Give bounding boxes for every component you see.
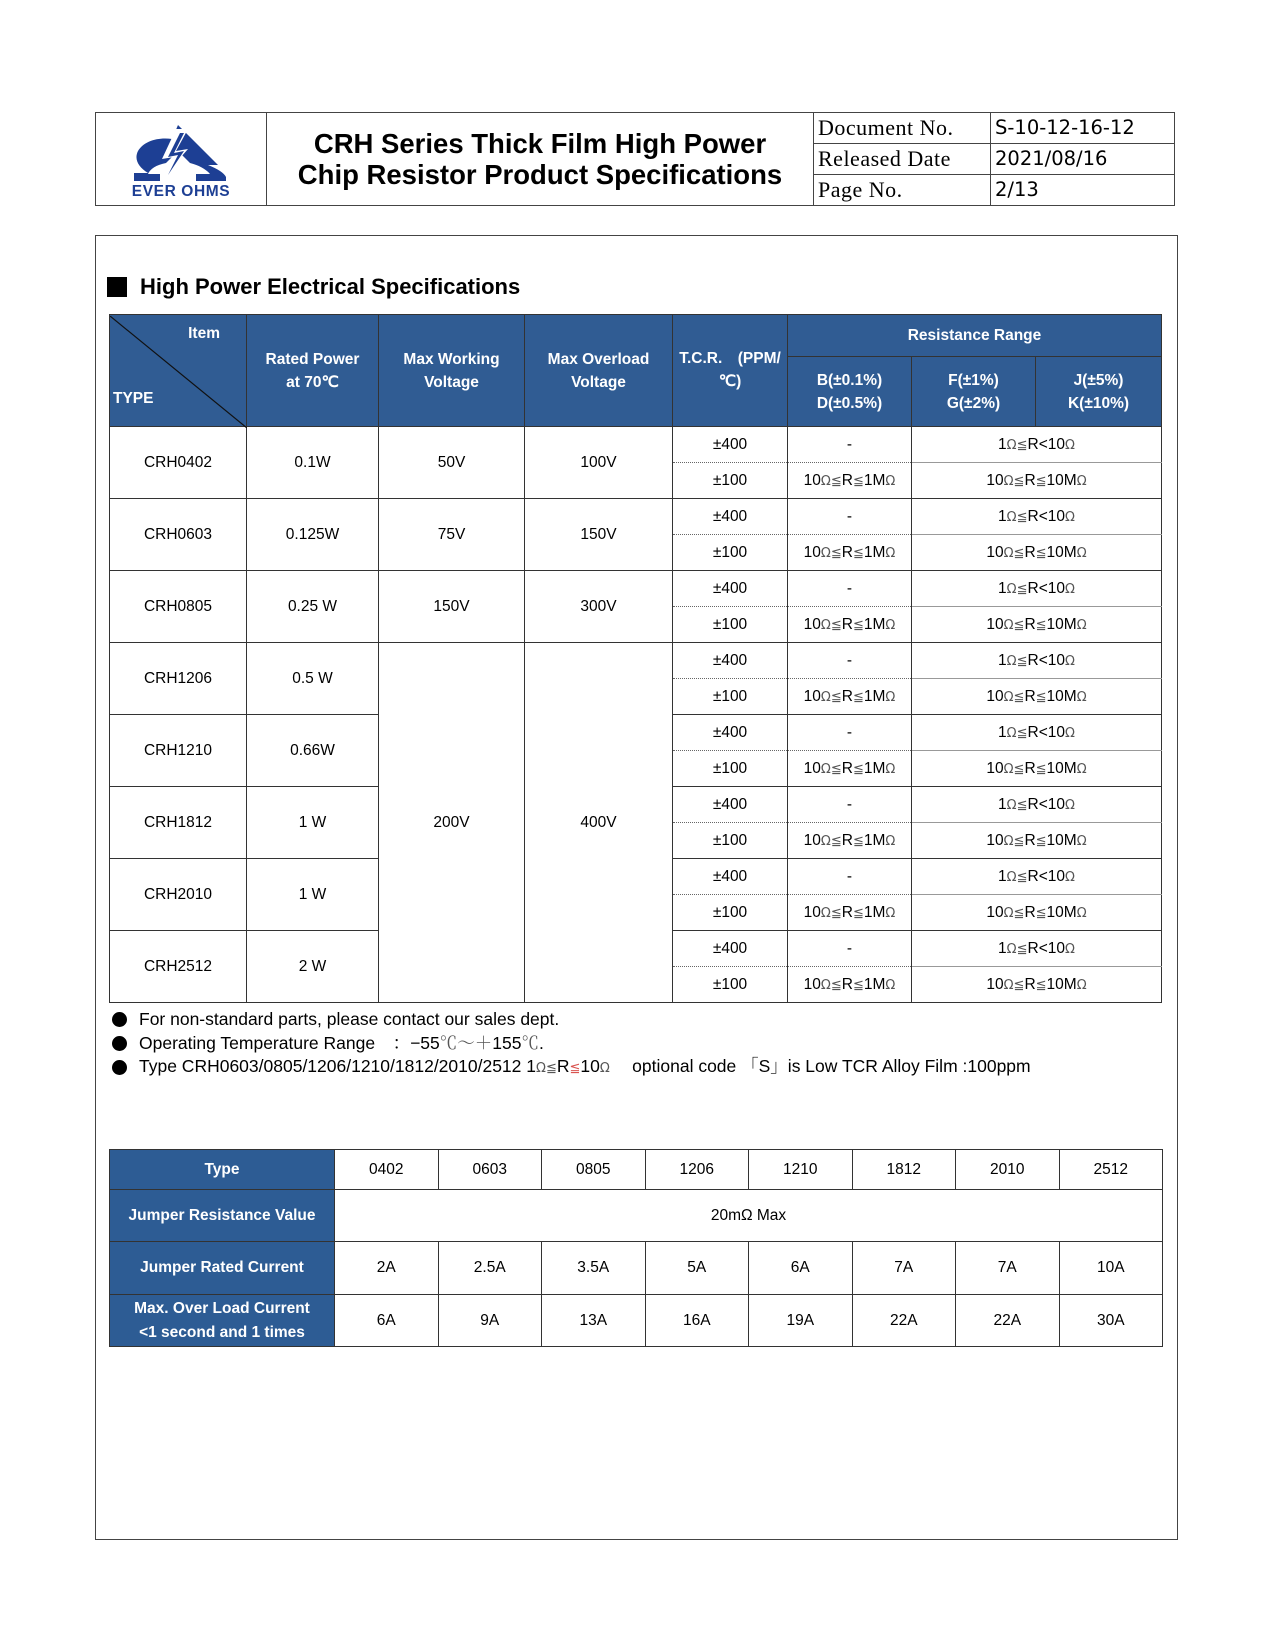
rated-power-cell: 0.125W xyxy=(247,499,379,571)
jumper-value-cell: 2512 xyxy=(1059,1150,1163,1190)
jumper-row xyxy=(110,1190,1163,1242)
jumper-value-cell: 6A xyxy=(749,1242,853,1295)
title-line-1: CRH Series Thick Film High Power xyxy=(313,128,767,159)
range-bd: - xyxy=(788,499,912,535)
type-cell: CRH2010 xyxy=(110,859,247,931)
jumper-row-label: Type xyxy=(110,1150,335,1190)
meta-label: Released Date xyxy=(814,144,991,174)
max-overload-voltage-cell: 300V xyxy=(525,571,673,643)
range-fgjk: 1Ω≦R<10Ω xyxy=(912,643,1162,679)
jumper-value-cell: 5A xyxy=(645,1242,749,1295)
tcr-value: ±100 xyxy=(673,679,788,715)
tcr-value: ±400 xyxy=(673,787,788,823)
range-fgjk: 1Ω≦R<10Ω xyxy=(912,499,1162,535)
max-working-voltage-cell: 50V xyxy=(379,427,525,499)
note-text: Operating Temperature Range ：−55℃～＋155℃. xyxy=(139,1032,544,1053)
rated-power-cell: 2 W xyxy=(247,931,379,1003)
jumper-value-cell: 10A xyxy=(1059,1242,1163,1295)
rated-power-cell: 1 W xyxy=(247,859,379,931)
type-cell: CRH0603 xyxy=(110,499,247,571)
jumper-row-label: Max. Over Load Current <1 second and 1 times xyxy=(110,1295,335,1347)
jumper-value-cell: 2A xyxy=(335,1242,439,1295)
type-cell: CRH2512 xyxy=(110,931,247,1003)
range-bd: - xyxy=(788,787,912,823)
header-line: Max Working xyxy=(403,350,500,368)
range-fgjk: 1Ω≦R<10Ω xyxy=(912,427,1162,463)
range-bd: 10Ω≦R≦1MΩ xyxy=(788,679,912,715)
ever-ohms-logo-icon xyxy=(114,119,248,185)
range-bd: 10Ω≦R≦1MΩ xyxy=(788,895,912,931)
jumper-value-cell: 13A xyxy=(542,1295,646,1347)
tcr-value: ±100 xyxy=(673,823,788,859)
header-line: Max Overload xyxy=(547,350,650,368)
jumper-value-cell: 1812 xyxy=(852,1150,956,1190)
jumper-value-cell: 16A xyxy=(645,1295,749,1347)
meta-value: 2021/08/16 xyxy=(995,147,1108,170)
notes-list xyxy=(112,1008,1031,1081)
range-bd: 10Ω≦R≦1MΩ xyxy=(788,535,912,571)
header-line: K(±10%) xyxy=(1067,394,1130,412)
range-bd: 10Ω≦R≦1MΩ xyxy=(788,463,912,499)
meta-value: 2/13 xyxy=(995,178,1039,201)
meta-value: S-10-12-16-12 xyxy=(995,116,1135,139)
jumper-value-cell: 1206 xyxy=(645,1150,749,1190)
jumper-value-cell: 2010 xyxy=(956,1150,1060,1190)
header-rated-power xyxy=(247,315,379,427)
note-item xyxy=(112,1055,1031,1081)
range-bd: - xyxy=(788,571,912,607)
range-fgjk: 1Ω≦R<10Ω xyxy=(912,931,1162,967)
jumper-row xyxy=(110,1295,1163,1347)
jumper-value-cell: 22A xyxy=(852,1295,956,1347)
header-line: T.C.R. (PPM/ xyxy=(679,350,781,367)
tcr-value: ±400 xyxy=(673,931,788,967)
meta-label: Document No. xyxy=(814,113,991,143)
jumper-value-cell: 22A xyxy=(956,1295,1060,1347)
tcr-value: ±400 xyxy=(673,571,788,607)
tcr-value: ±100 xyxy=(673,895,788,931)
electrical-spec-table xyxy=(109,314,1162,1003)
note-item xyxy=(112,1008,1031,1032)
jumper-value-cell: 6A xyxy=(335,1295,439,1347)
type-cell: CRH1206 xyxy=(110,643,247,715)
meta-label: Page No. xyxy=(814,175,991,205)
max-working-voltage-cell: 75V xyxy=(379,499,525,571)
header-item-type xyxy=(110,315,247,427)
jumper-value-cell: 9A xyxy=(438,1295,542,1347)
range-fgjk: 1Ω≦R<10Ω xyxy=(912,715,1162,751)
meta-document-no xyxy=(814,113,1174,144)
header-type: TYPE xyxy=(113,389,154,407)
type-cell: CRH0805 xyxy=(110,571,247,643)
jumper-value-cell: 1210 xyxy=(749,1150,853,1190)
range-fgjk: 10Ω≦R≦10MΩ xyxy=(912,535,1162,571)
company-logo xyxy=(96,113,267,205)
range-fgjk: 10Ω≦R≦10MΩ xyxy=(912,607,1162,643)
tcr-value: ±100 xyxy=(673,967,788,1003)
tcr-value: ±400 xyxy=(673,859,788,895)
tcr-value: ±100 xyxy=(673,607,788,643)
max-working-voltage-cell: 150V xyxy=(379,571,525,643)
range-bd: - xyxy=(788,427,912,463)
document-meta xyxy=(814,113,1174,205)
header-tolerance-bd xyxy=(788,357,912,427)
range-bd: 10Ω≦R≦1MΩ xyxy=(788,751,912,787)
range-fgjk: 1Ω≦R<10Ω xyxy=(912,859,1162,895)
header-line: Voltage xyxy=(424,373,479,391)
jumper-merged-value: 20mΩ Max xyxy=(335,1190,1163,1242)
header-max-working-voltage xyxy=(379,315,525,427)
header-line: G(±2%) xyxy=(946,394,1001,412)
tcr-value: ±100 xyxy=(673,463,788,499)
document-title xyxy=(267,113,814,205)
jumper-value-cell: 7A xyxy=(852,1242,956,1295)
spec-row xyxy=(110,499,1162,535)
bullet-icon xyxy=(112,1012,127,1027)
jumper-value-cell: 2.5A xyxy=(438,1242,542,1295)
company-name: EVER OHMS xyxy=(131,183,231,200)
bullet-icon xyxy=(112,1036,127,1051)
max-overload-voltage-cell: 150V xyxy=(525,499,673,571)
range-bd: - xyxy=(788,643,912,679)
max-working-voltage-cell: 200V xyxy=(379,643,525,1003)
range-fgjk: 10Ω≦R≦10MΩ xyxy=(912,967,1162,1003)
max-overload-voltage-cell: 100V xyxy=(525,427,673,499)
header-tcr xyxy=(673,315,788,427)
max-overload-voltage-cell: 400V xyxy=(525,643,673,1003)
jumper-value-cell: 7A xyxy=(956,1242,1060,1295)
range-fgjk: 10Ω≦R≦10MΩ xyxy=(912,751,1162,787)
header-line: ℃) xyxy=(718,373,742,390)
range-fgjk: 10Ω≦R≦10MΩ xyxy=(912,463,1162,499)
jumper-spec-table xyxy=(109,1149,1163,1347)
jumper-row-label: Jumper Rated Current xyxy=(110,1242,335,1295)
type-cell: CRH1812 xyxy=(110,787,247,859)
header-line: F(±1%) xyxy=(948,371,999,389)
header-line: D(±0.5%) xyxy=(816,394,883,412)
header-line: J(±5%) xyxy=(1073,371,1124,389)
range-bd: 10Ω≦R≦1MΩ xyxy=(788,967,912,1003)
section-heading xyxy=(107,274,520,300)
jumper-value-cell: 30A xyxy=(1059,1295,1163,1347)
rated-power-cell: 1 W xyxy=(247,787,379,859)
note-text: For non-standard parts, please contact our sales dept. xyxy=(139,1009,560,1029)
section-title-text: High Power Electrical Specifications xyxy=(140,274,521,299)
jumper-value-cell: 19A xyxy=(749,1295,853,1347)
tcr-value: ±400 xyxy=(673,715,788,751)
rated-power-cell: 0.5 W xyxy=(247,643,379,715)
tcr-value: ±400 xyxy=(673,643,788,679)
range-fgjk: 10Ω≦R≦10MΩ xyxy=(912,679,1162,715)
rated-power-cell: 0.1W xyxy=(247,427,379,499)
tcr-value: ±100 xyxy=(673,751,788,787)
type-cell: CRH1210 xyxy=(110,715,247,787)
jumper-table-body xyxy=(110,1150,1163,1347)
range-fgjk: 10Ω≦R≦10MΩ xyxy=(912,823,1162,859)
header-tolerance-fg xyxy=(912,357,1036,427)
jumper-value-cell: 0603 xyxy=(438,1150,542,1190)
note-item xyxy=(112,1032,1031,1056)
diagonal-divider-icon xyxy=(110,316,247,428)
range-bd: - xyxy=(788,859,912,895)
bullet-icon xyxy=(112,1060,127,1075)
range-fgjk: 1Ω≦R<10Ω xyxy=(912,787,1162,823)
tcr-value: ±400 xyxy=(673,499,788,535)
header-line: Rated Power xyxy=(265,350,360,368)
note-text: Type CRH0603/0805/1206/1210/1812/2010/2512 1Ω≦R≦10Ω optional code 「S」is Low TCR Alloy Film :100ppm xyxy=(139,1056,1031,1076)
jumper-row xyxy=(110,1242,1163,1295)
spec-row xyxy=(110,427,1162,463)
meta-released-date xyxy=(814,144,1174,175)
tcr-value: ±400 xyxy=(673,427,788,463)
range-bd: 10Ω≦R≦1MΩ xyxy=(788,607,912,643)
range-fgjk: 10Ω≦R≦10MΩ xyxy=(912,895,1162,931)
header-max-overload-voltage xyxy=(525,315,673,427)
square-bullet-icon xyxy=(107,277,127,297)
jumper-row xyxy=(110,1150,1163,1190)
spec-table-body xyxy=(110,427,1162,1003)
spec-row xyxy=(110,571,1162,607)
jumper-value-cell: 0805 xyxy=(542,1150,646,1190)
header-line: Voltage xyxy=(571,373,626,391)
title-line-2: Chip Resistor Product Specifications xyxy=(297,159,783,190)
jumper-value-cell: 0402 xyxy=(335,1150,439,1190)
range-fgjk: 1Ω≦R<10Ω xyxy=(912,571,1162,607)
document-header xyxy=(95,112,1175,206)
jumper-row-label: Jumper Resistance Value xyxy=(110,1190,335,1242)
range-bd: - xyxy=(788,931,912,967)
range-bd: 10Ω≦R≦1MΩ xyxy=(788,823,912,859)
header-item: Item xyxy=(188,324,220,342)
spec-row xyxy=(110,643,1162,679)
header-line: B(±0.1%) xyxy=(816,371,883,389)
rated-power-cell: 0.66W xyxy=(247,715,379,787)
jumper-value-cell: 3.5A xyxy=(542,1242,646,1295)
rated-power-cell: 0.25 W xyxy=(247,571,379,643)
type-cell: CRH0402 xyxy=(110,427,247,499)
header-resistance-range: Resistance Range xyxy=(788,315,1162,357)
meta-page-no xyxy=(814,175,1174,205)
range-bd: - xyxy=(788,715,912,751)
header-tolerance-jk xyxy=(1036,357,1162,427)
header-line: at 70℃ xyxy=(286,373,339,391)
tcr-value: ±100 xyxy=(673,535,788,571)
